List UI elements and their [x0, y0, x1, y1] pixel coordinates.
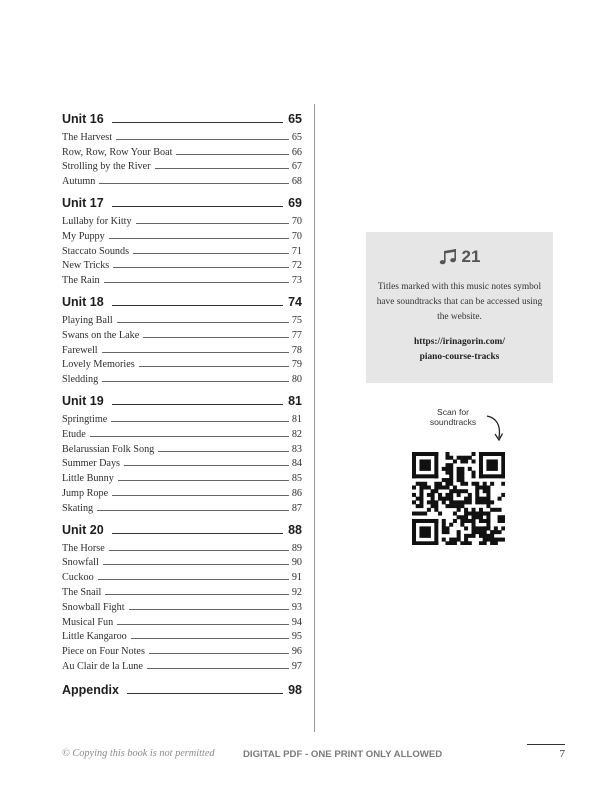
toc-unit-page: 98 [288, 682, 302, 697]
toc-entry-title: The Snail [62, 586, 102, 598]
toc-entry-page: 70 [291, 215, 302, 227]
toc-entry-title: The Rain [62, 275, 100, 287]
toc-unit-page: 74 [288, 295, 302, 310]
toc-leader-line [124, 465, 289, 466]
toc-entry-title: Little Bunny [62, 473, 114, 485]
table-of-contents [62, 108, 302, 697]
toc-entry[interactable] [62, 341, 302, 356]
toc-leader-line [109, 550, 289, 551]
toc-leader-line [139, 366, 289, 367]
toc-entry-title: Summer Days [62, 458, 121, 470]
soundtrack-symbol [366, 244, 553, 270]
toc-entry[interactable] [62, 212, 302, 227]
toc-entry-title: New Tricks [62, 260, 110, 272]
toc-entry[interactable] [62, 440, 302, 455]
toc-unit-title: Unit 16 [62, 112, 104, 126]
toc-entry-page: 81 [291, 413, 302, 425]
toc-leader-line [111, 421, 289, 422]
toc-leader-line [158, 451, 289, 452]
toc-leader-line [117, 624, 289, 625]
toc-entry-page: 72 [291, 260, 302, 272]
toc-unit-page: 88 [288, 522, 302, 537]
toc-entry-page: 93 [291, 601, 302, 613]
toc-entry-page: 83 [291, 443, 302, 455]
toc-leader-line [136, 223, 289, 224]
toc-leader-line [112, 122, 283, 123]
print-notice: DIGITAL PDF - ONE PRINT ONLY ALLOWED [243, 749, 443, 760]
toc-entry-page: 89 [291, 542, 302, 554]
toc-entry-page: 90 [291, 557, 302, 569]
toc-entry-page: 66 [291, 146, 302, 158]
toc-entry[interactable] [62, 469, 302, 484]
toc-unit-heading[interactable] [62, 514, 302, 537]
toc-entry-page: 82 [291, 428, 302, 440]
toc-entry[interactable] [62, 128, 302, 143]
toc-entry-title: Strolling by the River [62, 161, 151, 173]
toc-entry-title: Sledding [62, 374, 99, 386]
toc-entry-page: 86 [291, 487, 302, 499]
toc-entry-title: Skating [62, 502, 94, 514]
toc-entry-page: 85 [291, 473, 302, 485]
toc-leader-line [105, 594, 288, 595]
toc-leader-line [112, 533, 283, 534]
qr-scan-label [413, 407, 493, 427]
toc-entry[interactable] [62, 172, 302, 187]
toc-entry-title: The Horse [62, 542, 105, 554]
toc-leader-line [127, 693, 283, 694]
toc-entry-title: Lullaby for Kitty [62, 215, 132, 227]
toc-entry-title: Farewell [62, 344, 98, 356]
toc-entry[interactable] [62, 227, 302, 242]
toc-entry[interactable] [62, 455, 302, 470]
toc-unit-heading[interactable] [62, 674, 302, 697]
toc-entry-title: Springtime [62, 413, 108, 425]
toc-entry[interactable] [62, 311, 302, 326]
toc-entry[interactable] [62, 499, 302, 514]
toc-unit-title: Unit 19 [62, 394, 104, 409]
toc-entry[interactable] [62, 242, 302, 257]
qr-scan-label-line2: soundtracks [429, 417, 477, 427]
toc-leader-line [90, 436, 289, 437]
toc-entry[interactable] [62, 642, 302, 657]
toc-entry-page: 70 [291, 230, 302, 242]
toc-leader-line [112, 206, 283, 207]
toc-entry-page: 77 [291, 329, 302, 341]
toc-entry[interactable] [62, 628, 302, 643]
toc-leader-line [143, 337, 289, 338]
toc-entry[interactable] [62, 271, 302, 286]
toc-entry-title: Playing Ball [62, 314, 113, 326]
toc-entry[interactable] [62, 425, 302, 440]
toc-entry[interactable] [62, 370, 302, 385]
toc-entry[interactable] [62, 539, 302, 554]
toc-entry[interactable] [62, 568, 302, 583]
toc-entry[interactable] [62, 554, 302, 569]
toc-leader-line [97, 510, 289, 511]
toc-leader-line [102, 352, 289, 353]
toc-leader-line [112, 404, 283, 405]
toc-entry[interactable] [62, 583, 302, 598]
toc-unit-page: 81 [288, 394, 302, 409]
toc-leader-line [147, 668, 289, 669]
toc-entry-title: Belarussian Folk Song [62, 443, 155, 455]
toc-entry-page: 79 [291, 359, 302, 371]
toc-entry[interactable] [62, 657, 302, 672]
page-number: 7 [559, 748, 565, 760]
toc-entry-title: Piece on Four Notes [62, 646, 145, 658]
toc-entry-page: 84 [291, 458, 302, 470]
toc-entry-page: 91 [291, 572, 302, 584]
toc-entry-page: 65 [291, 131, 302, 143]
toc-entry-title: Musical Fun [62, 616, 114, 628]
toc-entry[interactable] [62, 613, 302, 628]
toc-entry-page: 75 [291, 314, 302, 326]
toc-entry-title: Staccato Sounds [62, 245, 130, 257]
toc-leader-line [118, 480, 289, 481]
toc-unit-page: 65 [288, 112, 302, 126]
copyright-notice: © Copying this book is not permitted [62, 748, 215, 759]
toc-leader-line [99, 183, 288, 184]
toc-entry[interactable] [62, 598, 302, 613]
toc-leader-line [129, 609, 289, 610]
toc-entry-page: 80 [291, 374, 302, 386]
column-divider [314, 104, 315, 732]
music-notes-icon [439, 248, 459, 266]
toc-unit-heading[interactable] [62, 286, 302, 309]
toc-leader-line [104, 282, 289, 283]
toc-entry-page: 97 [291, 660, 302, 672]
toc-unit-heading[interactable] [62, 187, 302, 210]
curved-arrow-icon [484, 414, 506, 446]
toc-leader-line [113, 267, 289, 268]
toc-entry[interactable] [62, 257, 302, 272]
soundtrack-url-line1[interactable]: https://irinagorin.com/ [414, 337, 505, 347]
toc-entry[interactable] [62, 158, 302, 173]
toc-unit-title: Unit 18 [62, 295, 104, 310]
toc-unit-heading[interactable] [62, 385, 302, 408]
toc-leader-line [155, 168, 289, 169]
toc-entry-title: Row, Row, Row Your Boat [62, 146, 173, 158]
footer-rule [527, 744, 565, 745]
toc-entry[interactable] [62, 410, 302, 425]
soundtrack-info-box [366, 232, 553, 383]
toc-entry-title: Autumn [62, 176, 96, 188]
toc-leader-line [109, 238, 289, 239]
toc-unit-title: Unit 17 [62, 196, 104, 211]
toc-leader-line [176, 154, 288, 155]
toc-entry-title: Snowfall [62, 557, 99, 569]
toc-entry-title: Au Clair de la Lune [62, 660, 143, 672]
toc-leader-line [133, 253, 289, 254]
toc-entry-title: Little Kangaroo [62, 631, 127, 643]
soundtrack-url-line2[interactable]: piano-course-tracks [419, 352, 500, 362]
toc-unit-page: 69 [288, 196, 302, 211]
toc-entry-page: 94 [291, 616, 302, 628]
toc-entry[interactable] [62, 484, 302, 499]
toc-entry-title: The Harvest [62, 131, 113, 143]
toc-unit-title: Appendix [62, 682, 119, 697]
toc-entry-page: 71 [291, 245, 302, 257]
toc-leader-line [102, 381, 289, 382]
toc-entry-title: Etude [62, 428, 86, 440]
toc-leader-line [116, 139, 289, 140]
toc-entry-title: My Puppy [62, 230, 105, 242]
toc-entry[interactable] [62, 143, 302, 158]
toc-entry-title: Jump Rope [62, 487, 109, 499]
toc-entry-page: 92 [291, 586, 302, 598]
toc-leader-line [117, 322, 289, 323]
soundtrack-count: 21 [461, 247, 481, 266]
toc-entry-page: 87 [291, 502, 302, 514]
toc-leader-line [103, 564, 289, 565]
qr-scan-label-line1: Scan for [436, 407, 469, 417]
toc-entry-page: 68 [291, 176, 302, 188]
soundtrack-url[interactable] [366, 335, 553, 365]
toc-entry-page: 96 [291, 646, 302, 658]
toc-leader-line [149, 653, 289, 654]
toc-entry-title: Snowball Fight [62, 601, 125, 613]
toc-entry-page: 73 [291, 275, 302, 287]
toc-leader-line [98, 579, 289, 580]
toc-unit-heading[interactable] [62, 108, 302, 126]
toc-unit-title: Unit 20 [62, 522, 104, 537]
toc-entry-title: Swans on the Lake [62, 329, 140, 341]
toc-entry-title: Cuckoo [62, 572, 94, 584]
qr-code-icon[interactable] [412, 452, 505, 545]
toc-leader-line [112, 495, 289, 496]
toc-entry-page: 78 [291, 344, 302, 356]
toc-leader-line [112, 305, 283, 306]
toc-entry[interactable] [62, 356, 302, 371]
toc-entry-page: 95 [291, 631, 302, 643]
soundtrack-description: Titles marked with this music notes symbol have soundtracks that can be accessed using the website. [376, 282, 543, 322]
toc-entry[interactable] [62, 326, 302, 341]
toc-entry-page: 67 [291, 161, 302, 173]
toc-entry-title: Lovely Memories [62, 359, 135, 371]
toc-leader-line [131, 638, 289, 639]
